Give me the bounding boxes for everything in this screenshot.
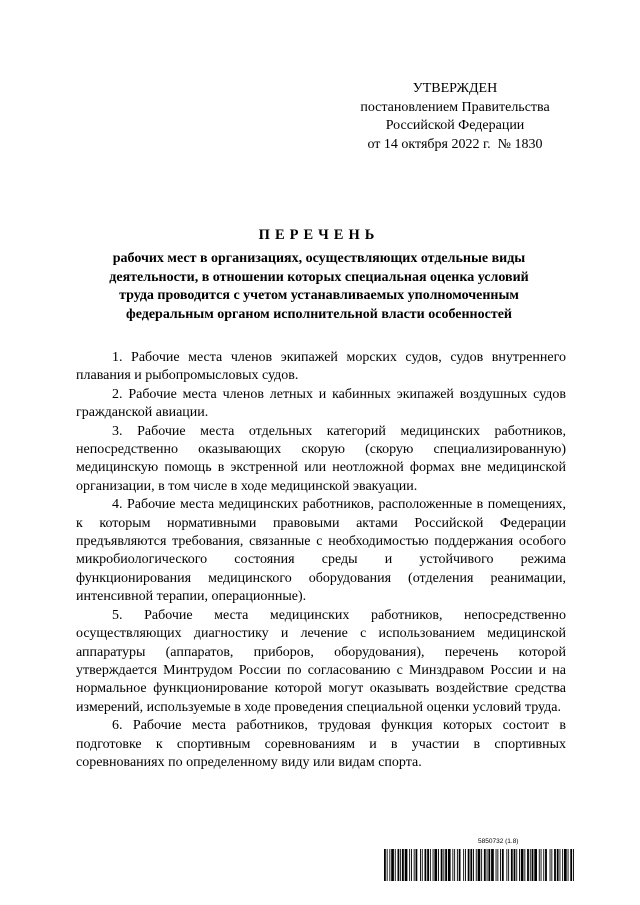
subtitle-line: деятельности, в отношении которых специальная оценка условий: [109, 269, 529, 285]
footer: [384, 838, 574, 890]
document-title: ПЕРЕЧЕНЬ: [258, 227, 380, 243]
document-subtitle: [70, 250, 568, 324]
document-stamp: 5850732 (1.8): [478, 838, 519, 845]
list-item: 3. Рабочие места отдельных категорий медицинских работников, непосредственно оказывающих скорую (скорую специализированную) медицинскую помощь в экстренной или неотложной формах вне медицинской организации, в том числе в ходе медицинской эвакуации.: [76, 423, 566, 494]
barcode-icon: [384, 849, 574, 881]
list-item: 6. Рабочие места работников, трудовая функция которых состоит в подготовке к спортивным соревнованиям и в участии в спортивных соревнованиях по определенному виду или видам спорта.: [76, 718, 566, 770]
list-item: 5. Рабочие места медицинских работников, непосредственно осуществляющих диагностику и лечение с использованием медицинской аппаратуры (аппаратов, приборов, оборудования), перечень которой утверждается Минтрудом России по согласованию с Минздравом России и на нормальное функционирование которой могут оказывать воздействие средства измерений, используемые в ходе проведения специальной оценки условий труда.: [76, 607, 566, 715]
list-item: 4. Рабочие места медицинских работников, расположенные в помещениях, к которым нормативными правовыми актами Российской Федерации предъявляются требования, связанные с необходимостью поддержания особого микробиологического состояния среды и устойчивого режима функционирования медицинского оборудования (отделения реанимации, интенсивной терапии, операционные).: [76, 497, 566, 605]
items-list: [76, 349, 566, 772]
approval-line: постановлением Правительства: [360, 99, 550, 115]
subtitle-line: труда проводится с учетом устанавливаемых уполномоченным: [119, 288, 519, 303]
approval-line: Российской Федерации: [385, 118, 525, 133]
list-item: 1. Рабочие места членов экипажей морских судов, судов внутреннего плавания и рыбопромысловых судов.: [76, 350, 566, 384]
approval-block: [345, 80, 565, 154]
subtitle-line: федеральным органом исполнительной власти особенностей: [126, 306, 512, 322]
list-item: 2. Рабочие места членов летных и кабинных экипажей воздушных судов гражданской авиации.: [76, 386, 566, 421]
approval-heading: УТВЕРЖДЕН: [412, 81, 498, 96]
subtitle-line: рабочих мест в организациях, осуществляющих отдельные виды: [112, 251, 526, 266]
approval-date: от 14 октября 2022 г. № 1830: [367, 136, 543, 152]
